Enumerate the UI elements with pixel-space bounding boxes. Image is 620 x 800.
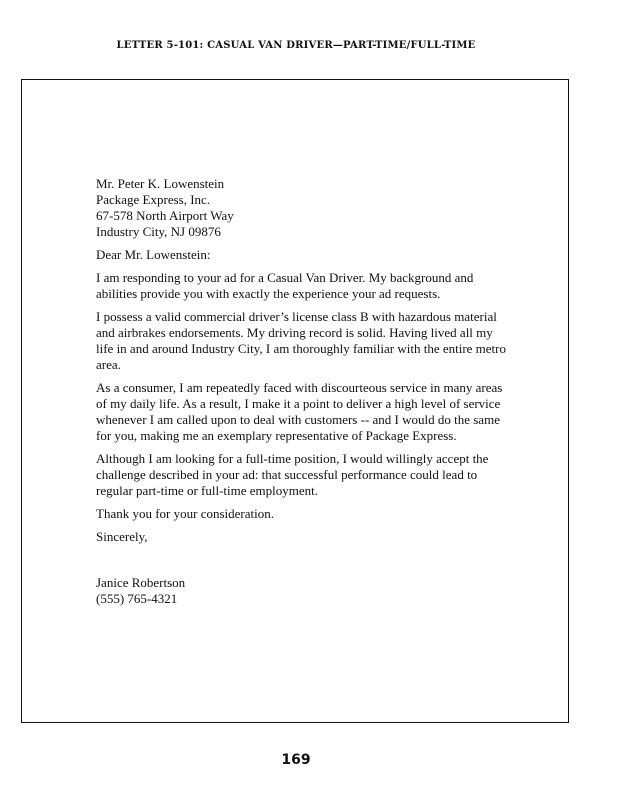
paragraph-intro: I am responding to your ad for a Casual Van Driver. My background and abilities provide you with exactly the experience your ad requests. — [96, 270, 474, 301]
signature-space — [96, 552, 506, 575]
recipient-city: Industry City, NJ 09876 — [96, 224, 221, 239]
recipient-name: Mr. Peter K. Lowenstein — [96, 176, 225, 191]
paragraph-thanks: Thank you for your consideration. — [96, 506, 274, 521]
paragraph-position: Although I am looking for a full-time position, I would willingly accept the challenge described in your ad: that successful performance could lead to regular part-time or full-time employment. — [96, 451, 489, 498]
page-header-title: LETTER 5-101: CASUAL VAN DRIVER—PART-TIME/FULL-TIME — [116, 40, 476, 51]
closing: Sincerely, — [96, 529, 148, 544]
recipient-street: 67-578 North Airport Way — [96, 208, 234, 223]
letter-body — [96, 176, 506, 614]
paragraph-qualifications: I possess a valid commercial driver’s license class B with hazardous material and airbrakes endorsements. My driving record is solid. Having lived all my life in and around Industry City, I am thoroughly familiar with the entire metro area. — [96, 309, 507, 372]
signature-phone: (555) 765-4321 — [96, 591, 178, 606]
signature-block — [96, 575, 506, 607]
recipient-company: Package Express, Inc. — [96, 192, 211, 207]
salutation: Dear Mr. Lowenstein: — [96, 247, 211, 262]
signature-name: Janice Robertson — [96, 575, 186, 590]
recipient-address — [96, 176, 506, 240]
paragraph-service: As a consumer, I am repeatedly faced with discourteous service in many areas of my daily life. As a result, I make it a point to deliver a high level of service whenever I am called upon to deal with customers -- and I would do the same for you, making me an exemplary representative of Package Express. — [96, 380, 503, 443]
page-number: 169 — [281, 752, 311, 768]
